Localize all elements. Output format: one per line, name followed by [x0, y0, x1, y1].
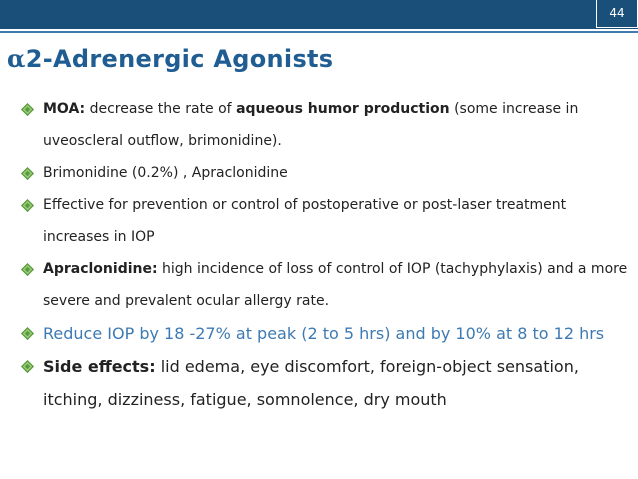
slide-number: 44: [596, 0, 638, 28]
bullet-text-part: high incidence of loss of control of IOP (tachyphylaxis) and a more severe and prevalent ocular allergy rate.: [43, 261, 628, 309]
bullet-text-part: decrease the rate of: [85, 101, 237, 117]
bullet-text: Effective for prevention or control of postoperative or post-laser treatment increases in IOP: [43, 197, 567, 245]
bullet-apraclonidine: [20, 253, 630, 317]
diamond-bullet-icon: [20, 359, 35, 374]
bullet-moa: [20, 93, 630, 157]
bullet-text: [43, 350, 630, 416]
bullet-effective: [20, 189, 630, 253]
bullet-text: [43, 93, 630, 157]
bullet-text: [43, 253, 630, 317]
diamond-bullet-icon: [20, 326, 35, 341]
bullet-list: [20, 93, 630, 416]
bullet-side-effects: [20, 350, 630, 416]
slide-title: [7, 44, 333, 73]
diamond-bullet-icon: [20, 166, 35, 181]
bullet-drugs: [20, 157, 630, 189]
bullet-emphasis: aqueous humor production: [236, 101, 450, 117]
bullet-text: Brimonidine (0.2%) , Apraclonidine: [43, 165, 288, 181]
diamond-bullet-icon: [20, 198, 35, 213]
bullet-text: Reduce IOP by 18 -27% at peak (2 to 5 hrs) and by 10% at 8 to 12 hrs: [43, 324, 605, 343]
diamond-bullet-icon: [20, 262, 35, 277]
header-band: [0, 0, 638, 29]
bullet-label-side-effects: Side effects:: [43, 357, 156, 376]
alpha-symbol: α: [7, 44, 26, 73]
header-divider: [0, 31, 638, 33]
bullet-reduce-iop: [20, 317, 630, 350]
title-text: 2-Adrenergic Agonists: [25, 45, 334, 73]
bullet-label-apraclonidine: Apraclonidine:: [43, 261, 158, 277]
diamond-bullet-icon: [20, 102, 35, 117]
bullet-label-moa: MOA:: [43, 101, 86, 117]
bullet-text-part: (some increase in uveoscleral outflow, brimonidine).: [43, 101, 579, 149]
bullet-text-part: lid edema, eye discomfort, foreign-object sensation, itching, dizziness, fatigue, somnolence, dry mouth: [43, 357, 579, 409]
